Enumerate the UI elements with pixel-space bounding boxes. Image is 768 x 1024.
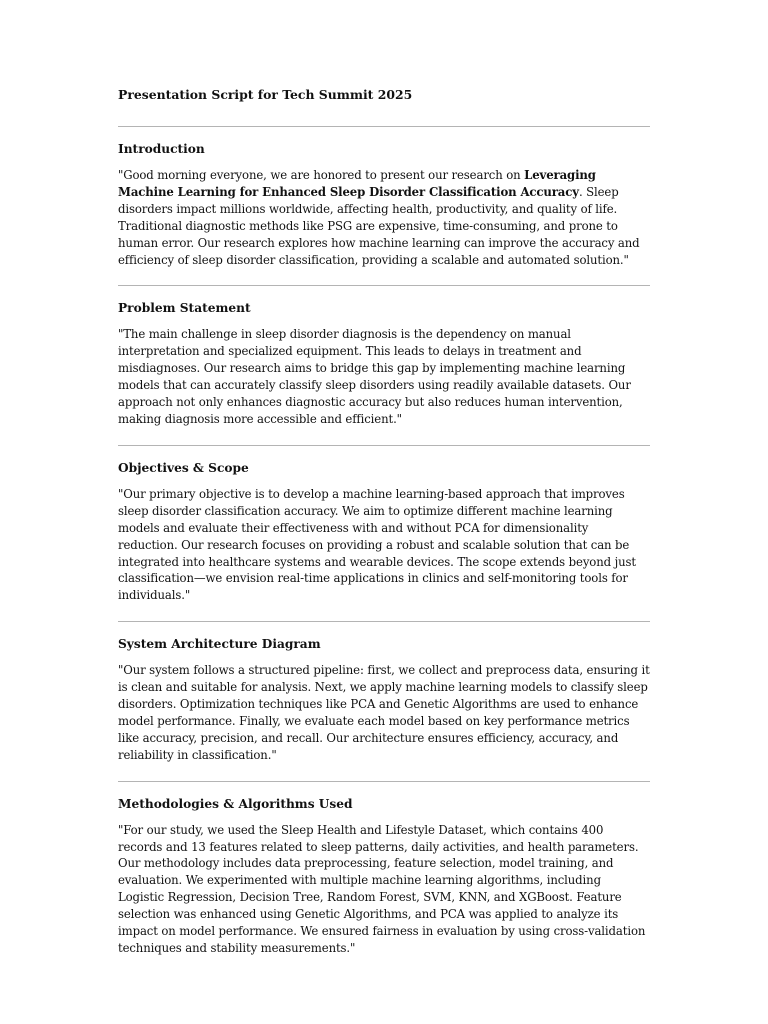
section-introduction: [118, 127, 650, 285]
section-heading: Methodologies & Algorithms Used: [118, 796, 353, 811]
body-text: . Sleep disorders impact millions worldwide, affecting health, productivity, and quality of life. Traditional diagnostic methods like PSG are expensive, time-consuming, and prone to human error. Our research explores how machine learning can improve the accuracy and efficiency of sleep disorder classification, providing a scalable and automated solution.": [118, 184, 640, 267]
section-body: "The main challenge in sleep disorder diagnosis is the dependency on manual interpretation and specialized equipment. This leads to delays in treatment and misdiagnoses. Our research aims to bridge this gap by implementing machine learning models that can accurately classify sleep disorders using readily available datasets. Our approach not only enhances diagnostic accuracy but also reduces human intervention, making diagnosis more accessible and efficient.": [118, 327, 631, 426]
section-methodologies: [118, 782, 650, 974]
section-body: "Our system follows a structured pipeline: first, we collect and preprocess data, ensuring it is clean and suitable for analysis. Next, we apply machine learning models to classify sleep disorders. Optimization techniques like PCA and Genetic Algorithms are used to enhance model performance. Finally, we evaluate each model based on key performance metrics like accuracy, precision, and recall. Our architecture ensures efficiency, accuracy, and reliability in classification.": [118, 663, 650, 762]
section-heading: System Architecture Diagram: [118, 637, 321, 652]
section-objectives-scope: [118, 446, 650, 621]
section-body: [118, 167, 650, 268]
section-heading: Objectives & Scope: [118, 460, 249, 475]
section-heading: Problem Statement: [118, 301, 251, 316]
section-body: "For our study, we used the Sleep Health and Lifestyle Dataset, which contains 400 records and 13 features related to sleep patterns, daily activities, and health parameters. Our methodology includes data preprocessing, feature selection, model training, and evaluation. We experimented with multiple machine learning algorithms, including Logistic Regression, Decision Tree, Random Forest, SVM, KNN, and XGBoost. Feature selection was enhanced using Genetic Algorithms, and PCA was applied to analyze its impact on model performance. We ensured fairness in evaluation by using cross-validation techniques and stability measurements.": [118, 822, 646, 955]
section-body: "Our primary objective is to develop a machine learning-based approach that improves sleep disorder classification accuracy. We aim to optimize different machine learning models and evaluate their effectiveness with and without PCA for dimensionality reduction. Our research focuses on providing a robust and scalable solution that can be integrated into healthcare systems and wearable devices. The scope extends beyond just classification—we envision real-time applications in clinics and self-monitoring tools for individuals.": [118, 486, 636, 603]
document-title: Presentation Script for Tech Summit 2025: [118, 87, 413, 102]
body-text: "Good morning everyone, we are honored to present our research on: [118, 168, 525, 182]
section-problem-statement: [118, 286, 650, 444]
section-heading: Introduction: [118, 142, 205, 156]
research-title-bold: Leveraging Machine Learning for Enhanced Sleep Disorder Classification Accuracy: [118, 168, 596, 199]
document-page: [118, 86, 650, 974]
section-system-architecture: [118, 622, 650, 780]
